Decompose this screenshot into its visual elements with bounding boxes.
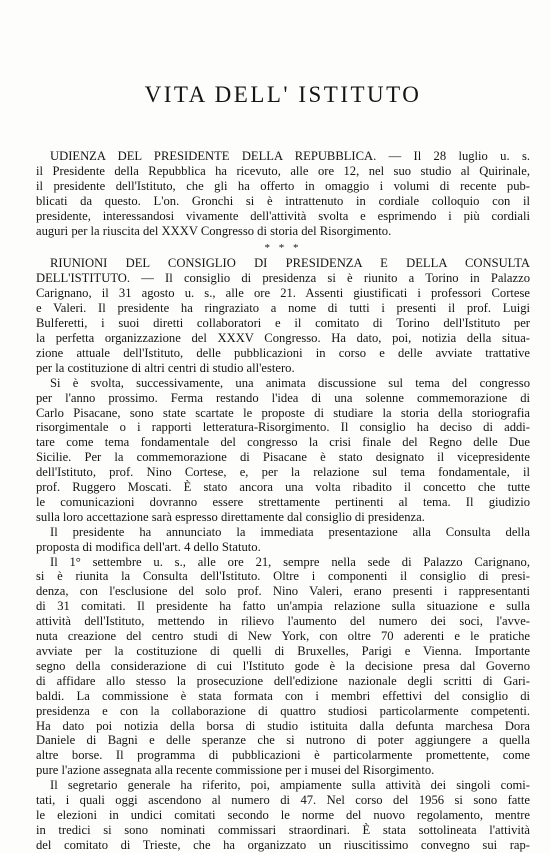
text-line: segno della considerazione di cui l'Istituto gode è la decisione presa dal Governo bbox=[36, 658, 530, 673]
text-line: la perfetta organizzazione del XXXV Congresso. Ha dato, poi, notizia della situa- bbox=[36, 330, 530, 345]
text-line: Il segretario generale ha riferito, poi, ampiamente sulla attività dei singoli comi- bbox=[50, 778, 530, 793]
text-line: attività dell'Istituto, mettendo in rilievo l'aumento del numero dei soci, l'avve- bbox=[36, 614, 530, 629]
section-riunioni-p3 bbox=[36, 525, 530, 555]
text-line: in tredici si sono nominati commissari straordinari. È stata sottolineata l'attività bbox=[36, 822, 530, 837]
text-line: di affidare allo stesso la prosecuzione dell'edizione nazionale degli scritti di Gari- bbox=[36, 673, 530, 688]
section-riunioni-p2 bbox=[36, 376, 530, 525]
text-line: tare come tema fondamentale del congresso la crisi finale del Regno delle Due bbox=[36, 435, 530, 450]
text-line: baldi. La commissione è stata formata con i membri effettivi del consiglio di bbox=[36, 688, 530, 703]
text-line: Carignano, il 31 agosto u. s., alle ore 21. Assenti giustificati i professori Cortese bbox=[36, 286, 530, 301]
text-line: DELL'ISTITUTO. — Il consiglio di presidenza si è riunito a Torino in Palazzo bbox=[36, 271, 530, 286]
text-line: nuta creazione del centro studi di New York, con oltre 70 aderenti e le pratiche bbox=[36, 629, 530, 644]
text-line: di 31 comitati. Il presidente ha fatto un'ampia relazione sulla situazione e sulla bbox=[36, 599, 530, 614]
text-line: presidente, interessandosi vivamente dell'attività svolta e esprimendo i più cordiali bbox=[36, 208, 530, 223]
text-line: Il 1° settembre u. s., alle ore 21, sempre nella sede di Palazzo Carignano, bbox=[50, 554, 530, 569]
text-line: le comunicazioni dovranno essere strettamente pertinenti al tema. Il giudizio bbox=[36, 494, 530, 509]
text-line: il Presidente della Repubblica ha ricevuto, alle ore 12, nel suo studio al Quirinale, bbox=[36, 163, 530, 178]
text-line: Bulferetti, i suoi diretti collaboratori e il comitato di Torino dell'Istituto per bbox=[36, 316, 530, 331]
section-udienza bbox=[36, 149, 530, 238]
text-line: per la costituzione di altri centri di studio all'estero. bbox=[36, 360, 295, 375]
text-line: pure l'azione assegnata alla recente commissione per i musei del Risorgimento. bbox=[36, 763, 435, 778]
text-line: Il presidente ha annunciato la immediata presentazione alla Consulta della bbox=[50, 524, 530, 539]
text-line: il presidente dell'Istituto, che gli ha offerto in omaggio i volumi di recente pub- bbox=[36, 178, 530, 193]
section-riunioni-p5 bbox=[36, 778, 530, 853]
text-line: Carlo Pisacane, sono state scartate le proposte di studiare la storia della storiografia bbox=[36, 405, 530, 420]
text-line: e Valeri. Il presidente ha ringraziato a nome di tutti i presenti il prof. Luigi bbox=[36, 301, 530, 316]
section-separator: * * * bbox=[264, 242, 302, 255]
text-line: RIUNIONI DEL CONSIGLIO DI PRESIDENZA E DELLA CONSULTA bbox=[50, 256, 530, 271]
text-line: altre borse. Il programma di pubblicazioni è particolarmente promettente, come bbox=[36, 748, 530, 763]
text-line: denza, con l'esclusione del solo prof. Nino Valeri, erano presenti i rappresentanti bbox=[36, 584, 530, 599]
text-line: del comitato di Trieste, che ha organizzato un riuscitissimo convegno sui rap- bbox=[36, 837, 530, 852]
text-line: prof. Ruggero Moscati. È stato ancora una volta ribadito il concetto che tutte bbox=[36, 480, 530, 495]
text-line: blicati da questo. L'on. Gronchi si è intrattenuto in cordiale colloquio con il bbox=[36, 193, 530, 208]
text-line: avviate per la costituzione di quelli di Bruxelles, Parigi e Vienna. Importante bbox=[36, 644, 530, 658]
text-line: Daniele di Bagni e delle speranze che si nutrono di poter aggiungere a quella bbox=[36, 733, 530, 748]
text-line: dell'Istituto, prof. Nino Cortese, e, per la relazione sul tema fondamentale, il bbox=[36, 465, 530, 480]
text-line: presidenza e con la collaborazione di quattro studiosi particolarmente competenti. bbox=[36, 703, 530, 718]
text-line: Ha dato poi notizia della borsa di studio istituita dalla defunta marchesa Dora bbox=[36, 718, 530, 733]
text-line: le elezioni in undici comitati secondo le norme del nuovo regolamento, mentre bbox=[36, 807, 530, 822]
section-riunioni-p1 bbox=[36, 256, 530, 375]
text-line: UDIENZA DEL PRESIDENTE DELLA REPUBBLICA. — Il 28 luglio u. s. bbox=[50, 149, 530, 163]
text-line: proposta di modifica dell'art. 4 dello Statuto. bbox=[36, 539, 261, 554]
text-line: tati, i quali oggi ascendono al numero di 47. Nel corso del 1956 si sono fatte bbox=[36, 793, 530, 808]
text-line: Sicilie. Per la commemorazione di Pisacane è stato designato il vicepresidente bbox=[36, 450, 530, 465]
page-title: VITA DELL' ISTITUTO bbox=[144, 82, 422, 107]
text-line: si è riunita la Consulta dell'Istituto. Oltre i componenti il consiglio di presi- bbox=[36, 569, 530, 584]
section-riunioni-p4 bbox=[36, 555, 530, 779]
text-line: Si è svolta, successivamente, una animata discussione sul tema del congresso bbox=[50, 375, 530, 390]
text-line: sulla loro accettazione sarà espresso direttamente dal consiglio di presidenza. bbox=[36, 509, 425, 524]
text-line: risorgimentale o i rapporti letteratura-Risorgimento. Il consiglio ha deciso di addi- bbox=[36, 420, 530, 435]
text-line: auguri per la riuscita del XXXV Congresso di storia del Risorgimento. bbox=[36, 223, 392, 238]
text-line: per l'anno prossimo. Ferma restando l'idea di una solenne commemorazione di bbox=[36, 390, 530, 405]
text-line: zione attuale dell'Istituto, delle pubblicazioni in corso e delle avviate trattative bbox=[36, 345, 530, 360]
